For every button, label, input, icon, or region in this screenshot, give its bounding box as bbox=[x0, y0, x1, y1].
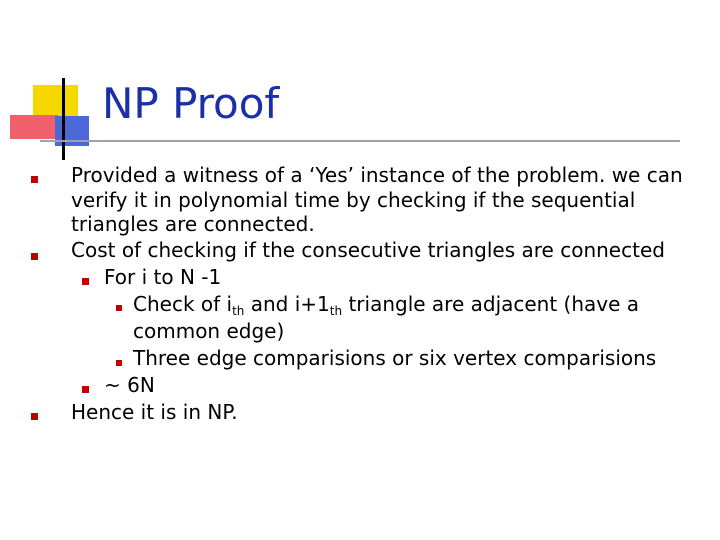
bullet-3-text: Hence it is in NP. bbox=[71, 400, 238, 424]
bullet-1-line-2: verify it in polynomial time by checking if the sequential bbox=[71, 188, 636, 212]
sub-sub-bullet-check-adjacent-continued: common edge) bbox=[133, 319, 285, 343]
sub-sub-bullet-check-adjacent: Check of $i_{th}$ and $i+1_{th}$ triangle are adjacent (have a bbox=[133, 292, 640, 318]
sub-sub-bullet-comparisons: Three edge comparisions or six vertex comparisions bbox=[133, 346, 657, 370]
sub-sub-bullet-square-icon bbox=[116, 360, 122, 366]
title-ornament-red-bar bbox=[10, 115, 58, 139]
sub-bullet-square-icon bbox=[82, 278, 89, 285]
title-ornament-vertical-line bbox=[62, 78, 65, 160]
sub-bullet-approx-cost: ~ 6N bbox=[104, 373, 155, 397]
sub-bullet-for-loop: For i to N -1 bbox=[104, 265, 222, 289]
title-underline-rule bbox=[40, 140, 680, 142]
sub-sub-bullet-square-icon bbox=[116, 305, 122, 311]
bullet-2-text: Cost of checking if the consecutive triangles are connected bbox=[71, 238, 665, 262]
bullet-square-icon bbox=[31, 176, 38, 183]
bullet-square-icon bbox=[31, 253, 38, 260]
bullet-1-line-1: Provided a witness of a ‘Yes’ instance of the problem. we can bbox=[71, 163, 683, 187]
slide-title: NP Proof bbox=[102, 79, 280, 128]
bullet-square-icon bbox=[31, 413, 38, 420]
sub-bullet-square-icon bbox=[82, 386, 89, 393]
bullet-1-line-3: triangles are connected. bbox=[71, 212, 315, 236]
